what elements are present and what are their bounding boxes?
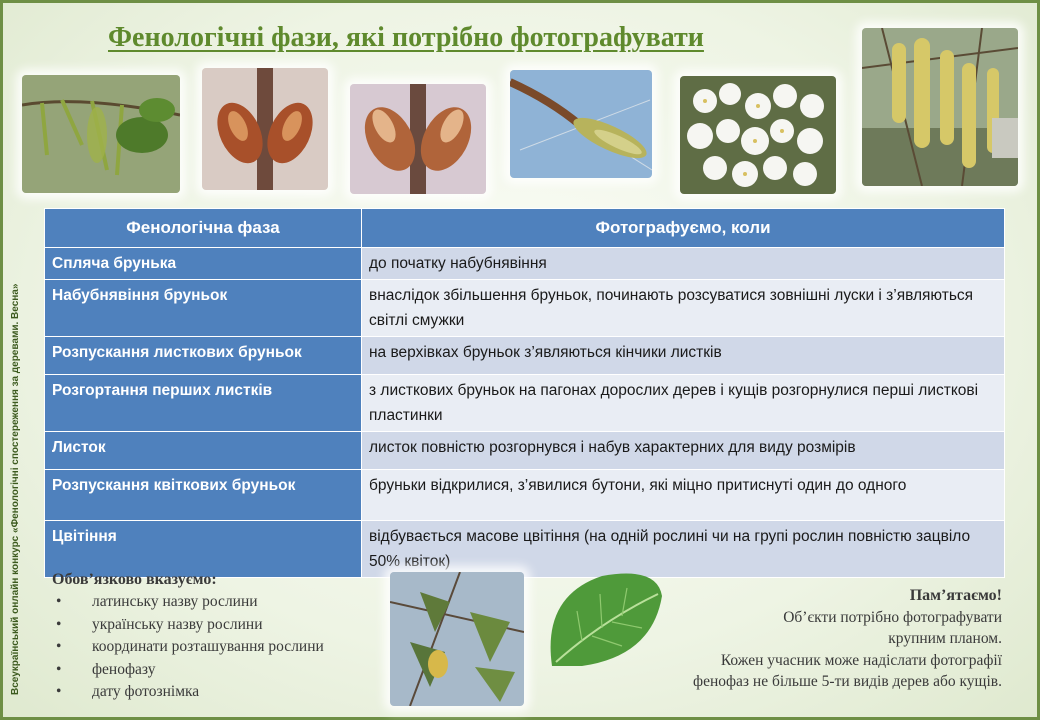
table-row bbox=[45, 375, 1005, 432]
phase-cell: Розпускання листкових бруньок bbox=[45, 337, 362, 375]
opening-bud-photo bbox=[510, 70, 652, 178]
dormant-bud-photo bbox=[202, 68, 328, 190]
required-info-list bbox=[52, 591, 382, 704]
table-row bbox=[45, 337, 1005, 375]
reminder-line: Кожен учасник може надіслати фотографії bbox=[720, 651, 1002, 669]
description-cell: до початку набубнявіння bbox=[362, 248, 1005, 280]
table-header-row bbox=[45, 209, 1005, 248]
reminder-line: фенофаз не більше 5-ти видів дерев або кущів. bbox=[693, 673, 1002, 690]
phase-cell: Розгортання перших листків bbox=[45, 375, 362, 432]
list-item: • українську назву рослини bbox=[52, 614, 382, 637]
reminder-block bbox=[582, 585, 1002, 693]
page-title: Фенологічні фази, які потрібно фотографувати bbox=[108, 22, 704, 53]
cherry-blossom-photo bbox=[680, 76, 836, 194]
table-row bbox=[45, 432, 1005, 470]
birch-branch-photo bbox=[390, 572, 524, 706]
swelling-bud-photo bbox=[350, 84, 486, 194]
phase-cell: Цвітіння bbox=[45, 521, 362, 578]
description-cell: з листкових бруньок на пагонах дорослих дерев і кущів розгорнулися перші листкові пластинки bbox=[362, 375, 1005, 432]
oak-catkins-photo bbox=[22, 75, 180, 193]
header-phase: Фенологічна фаза bbox=[45, 209, 362, 248]
list-item: • фенофазу bbox=[52, 659, 382, 682]
list-item: • латинську назву рослини bbox=[52, 591, 382, 614]
reminder-heading: Пам’ятаємо! bbox=[909, 587, 1002, 604]
table-row bbox=[45, 521, 1005, 578]
table-row bbox=[45, 280, 1005, 337]
phenology-table bbox=[44, 208, 1005, 578]
required-info-heading: Обов’язково вказуємо: bbox=[52, 571, 217, 588]
side-caption: Всеукраїнський онлайн конкурс «Фенологічні спостереження за деревами. Весна» bbox=[10, 283, 21, 695]
description-cell: відбувається масове цвітіння (на одній рослині чи на групі рослин повністю зацвіло 50% квіток) bbox=[362, 521, 1005, 578]
required-info-block bbox=[52, 571, 382, 704]
description-cell: бруньки відкрилися, з’явилися бутони, які міцно притиснуті один до одного bbox=[362, 470, 1005, 521]
description-cell: на верхівках бруньок з’являються кінчики листків bbox=[362, 337, 1005, 375]
table-row bbox=[45, 470, 1005, 521]
description-cell: внаслідок збільшення бруньок, починають розсуватися зовнішні луски і з’являються світлі смужки bbox=[362, 280, 1005, 337]
phase-cell: Розпускання квіткових бруньок bbox=[45, 470, 362, 521]
header-when: Фотографуємо, коли bbox=[362, 209, 1005, 248]
table-row bbox=[45, 248, 1005, 280]
reminder-line: Об’єкти потрібно фотографувати bbox=[783, 608, 1002, 626]
list-item: • координати розташування рослини bbox=[52, 636, 382, 659]
phase-cell: Спляча брунька bbox=[45, 248, 362, 280]
reminder-line: крупним планом. bbox=[888, 630, 1002, 647]
description-cell: листок повністю розгорнувся і набув характерних для виду розмірів bbox=[362, 432, 1005, 470]
list-item: • дату фотознімка bbox=[52, 681, 382, 704]
phase-cell: Листок bbox=[45, 432, 362, 470]
phase-cell: Набубнявіння бруньок bbox=[45, 280, 362, 337]
hazel-catkins-photo bbox=[862, 28, 1018, 186]
